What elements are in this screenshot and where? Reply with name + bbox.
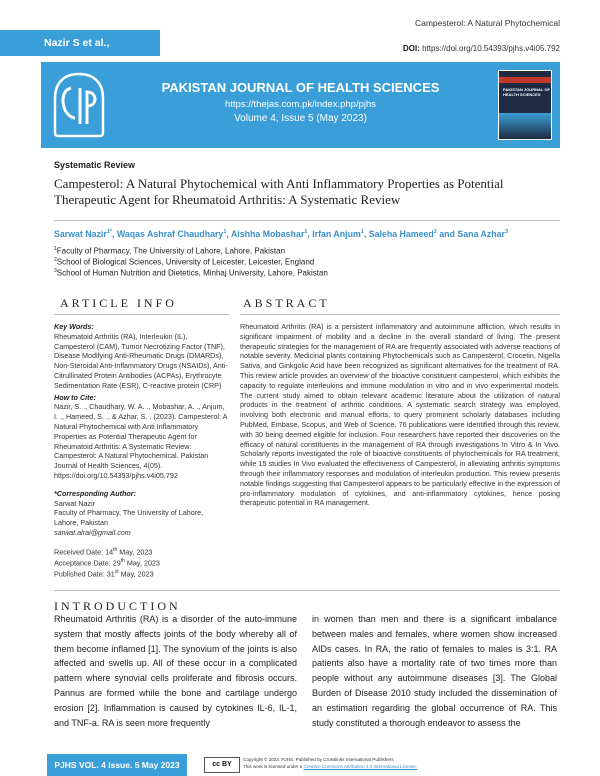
journal-cover-image <box>498 70 552 140</box>
doi-link[interactable]: https://doi.org/10.54393/pjhs.v4i05.792 <box>422 44 560 53</box>
keywords-text: Rheumatoid Arthritis (RA), Interleukin (IL), Campesterol (CAM), Tumor Necrotizing Factor (TNF), Disease Modifying Anti-Rheumatic Drugs (DMARDs), Non-Steroidal Anti-Inflammatory Drugs (NSAIDs), Anti-Citrullinated Protein Antibodies (ACPAs), Erythrocyte Sedimentation Rate (ESR), C-reactive protein (CRP) <box>54 331 228 390</box>
author-name: Aishha Mobashar <box>230 228 305 239</box>
author-sup: 1* <box>106 229 113 235</box>
author-name: Sana Azhar <box>457 228 505 239</box>
abstract-divider <box>240 314 560 315</box>
abstract-heading: ABSTRACT <box>243 296 330 310</box>
author-sup: 1 <box>304 229 308 235</box>
article-info-panel <box>54 322 229 579</box>
author-name: Saleha Hameed <box>368 228 434 239</box>
corresponding-name: Sarwat Nazir <box>54 498 96 508</box>
author-name: Sarwat Nazir <box>54 228 107 239</box>
license-prefix: This work is licensed under a <box>243 764 304 769</box>
cover-title: PAKISTAN JOURNAL OF HEALTH SCIENCES <box>503 87 550 97</box>
acceptance-date: Acceptance Date: 29th May, 2023 <box>54 557 160 568</box>
affiliation-text: School of Human Nutrition and Dietetics, Minhaj University, Lahore, Pakistan <box>56 268 328 278</box>
introduction-left-column: Rheumatoid Arthritis (RA) is a disorder of the auto-immune system that mostly affects joints of the body whereby all of them become inflamed [1]. The synovium of the joints is also affected and swells up. All of these occur in a complicated pattern where synovial cells proliferate and fibrosis occurs. Pannus are formed while the bone and cartilage undergo erosion [2]. Inflammation is caused by cytokines IL-6, IL-1, and TNF-a. RA is seen more frequently <box>54 614 297 728</box>
corresponding-label: *Corresponding Author: <box>54 488 136 498</box>
author-sup: 1 <box>360 229 364 235</box>
affiliation <box>54 257 314 267</box>
authors-tab: Nazir S et al., <box>0 30 160 56</box>
license-link[interactable]: Creative Commons Attribution 4.0 International License. <box>303 764 418 769</box>
corresponding-affiliation: Faculty of Pharmacy, The University of Lahore, Lahore, Pakistan <box>54 508 204 528</box>
affiliation-sup: 2 <box>54 257 57 263</box>
author-sup: 3 <box>504 229 509 235</box>
article-title: Campesterol: A Natural Phytochemical with Anti Inflammatory Properties as Potential Therapeutic Agent for Rheumatoid Arthritis: A Systematic Review <box>54 176 504 207</box>
keywords-label: Key Words: <box>54 322 94 331</box>
intro-divider <box>54 590 560 591</box>
corresponding-email[interactable]: sarwat.alrai@gmail.com <box>54 527 131 537</box>
cite-text: Nazir, S. ., Chaudhary, W. A. ., Mobashar, A. ., Anjum, I. ., Hameed, S. ., & Azhar, S. . (2023). Campesterol: A Natural Phytochemical with Anti Inflammatory Properties as Potential Therapeutic Agent for Rheumatoid Arthritis: A Systematic Review: Campesterol: A Natural Phytochemical. Pakistan Journal of Health Sciences, 4(05). https://doi.org/10.54393/pjhs.v4i05.792 <box>54 402 227 480</box>
introduction-heading: INTRODUCTION <box>54 599 181 613</box>
introduction-right-column: in women than men and there is a significant imbalance between males and females, where women show increased AIDs cases. In RA, the ratio of females to males is 3:1. RA patients also have a mortality rate of two times more than people without any autoimmune diseases [3]. The Global Burden of Disease 2010 study included the dissemination of an estimation regarding the global occurrence of RA. This study constituted a thorough endeavor to assess the <box>312 614 557 728</box>
article-type: Systematic Review <box>54 160 136 170</box>
running-title: Campesterol: A Natural Phytochemical <box>414 18 560 28</box>
affiliation-text: School of Biological Sciences, University of Leicester, Leicester, England <box>56 257 315 267</box>
doi-line <box>403 44 560 53</box>
journal-name: PAKISTAN JOURNAL OF HEALTH SCIENCES <box>161 80 440 95</box>
article-info-heading: ARTICLE INFO <box>60 296 177 310</box>
affiliation-text: Faculty of Pharmacy, The University of Lahore, Lahore, Pakistan <box>56 246 286 256</box>
affiliation <box>54 268 328 278</box>
author-name: Waqas Ashraf Chaudhary <box>116 228 224 239</box>
author-sup: 2 <box>433 229 437 235</box>
affiliation-sup: 1 <box>54 246 57 252</box>
author-list: Sarwat Nazir$^{1*}$, Waqas Ashraf Chaudhary$^1$, Aishha Mobashar$^1$, Irfan Anjum$^1$, Saleha Hameed$^2$ and Sana Azhar$^3$ <box>54 228 509 239</box>
doi-label: DOI: <box>402 44 420 53</box>
license-text <box>243 764 417 769</box>
info-divider <box>54 314 229 315</box>
journal-url[interactable]: https://thejas.com.pk/index.php/pjhs <box>224 99 377 110</box>
footer-volume-tab: PJHS VOL. 4 Issue. 5 May 2023 <box>47 754 187 776</box>
copyright-text: Copyright © 2023. PJHS, Published by Crosslinks International Publishers <box>243 757 394 762</box>
author-name: Irfan Anjum <box>312 228 361 239</box>
received-date: Received Date: 14th May, 2023 <box>54 546 153 557</box>
cc-license-badge[interactable]: cc BY <box>204 757 240 773</box>
journal-banner <box>41 62 560 148</box>
abstract-text: Rheumatoid Arthritis (RA) is a persistent inflammatory and autoimmune affliction, which results in significant impairment of mobility and a decline in the overall standard of living. The present therapeutic strategies for the management of RA are frequently associated with adverse reactions of notable severity. Medicinal plants containing Phytochemicals such as Campesterol, Crocetin, Nigella Sativa, and Ginkgolic Acid have been recognized as significant alternatives for the treatment of RA. This review article provides an overview of the bioactive constituent campesterol, which exhibits the capacity to regulate interleukins and immune modulation in vitro and in vivo experimental models. The current study aimed to obtain relevant academic literature about the utilization of natural products in the treatment of arthritic conditions. A systematic search strategy was employed, involving both electronic and manual efforts, to query prominent scholarly databases including PubMed, Embase, Scopus, and Web of Science. 76 publications were identified through this review, with 30 being deemed eligible for inclusion. Four researchers have reported their discoveries on the efficacy of natural constituents in the management of RA through investigations In Vitro & In Vivo. Scholarly reports investigated the role of bioactive constituents of phytochemicals for RA treatment, while 15 studies In Vivo evaluated the effectiveness of Campesterol, in alleviating arthritis symptoms through their inflammatory responses and modulation of interleukin production. This review presents notable findings suggesting that Campesterol appears to be particularly effective in the expression of pro-inflammatory modulation of cytokines, and anti-inflammatory cytokines, hence posing therapeutic potential in RA management. <box>240 322 560 508</box>
journal-volume: Volume 4, Issue 5 (May 2023) <box>234 113 367 124</box>
cite-label: How to Cite: <box>54 392 96 402</box>
title-divider <box>54 220 560 221</box>
published-date: Published Date: 31st May, 2023 <box>54 569 154 579</box>
author-sup: 1 <box>223 229 227 235</box>
affiliation <box>54 246 285 256</box>
affiliation-sup: 3 <box>54 268 57 274</box>
